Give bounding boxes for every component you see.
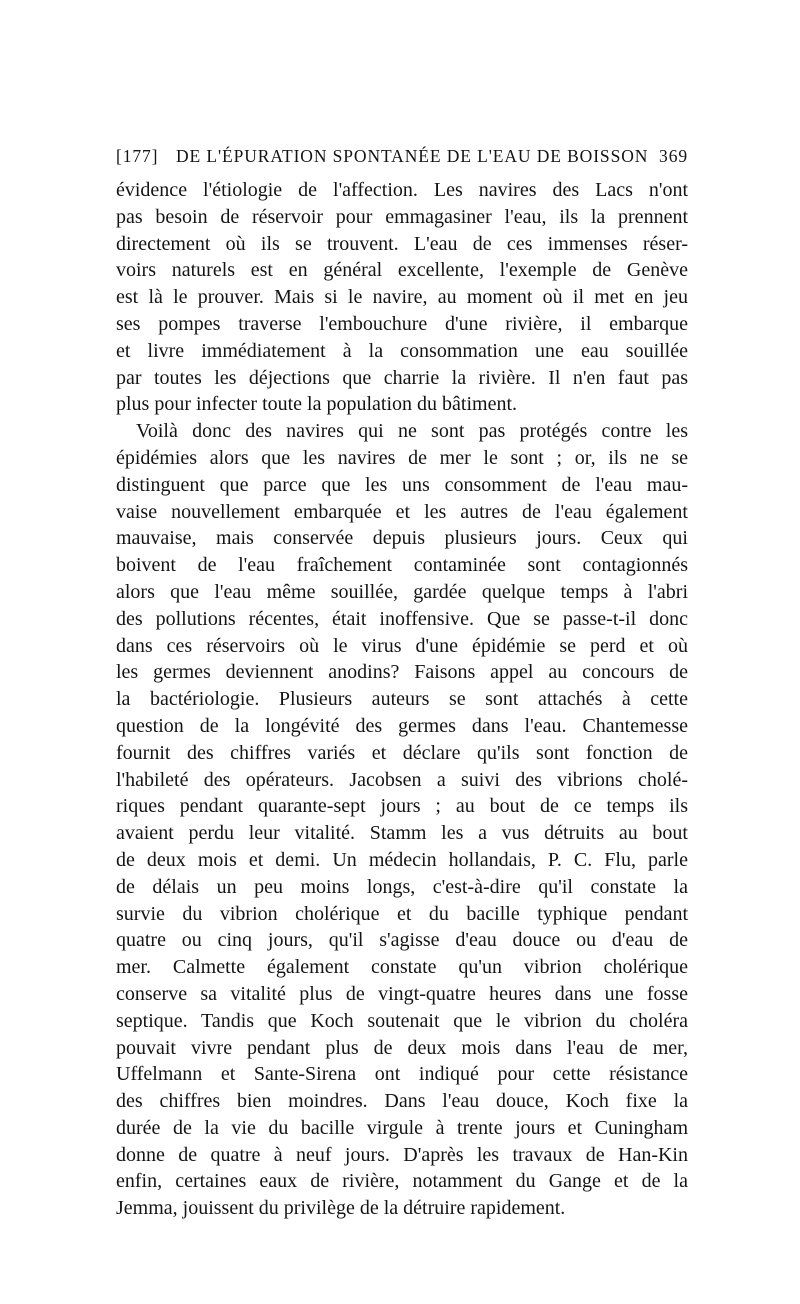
text-line: quatre ou cinq jours, qu'il s'agisse d'eau douce ou d'eau de [116,929,688,952]
text-line: survie du vibrion cholérique et du bacille typhique pendant [116,902,688,925]
text-line: l'habileté des opérateurs. Jacobsen a suivi des vibrions cholé- [116,768,688,791]
text-line: mer. Calmette également constate qu'un vibrion cholérique [116,956,688,979]
text-line: avaient perdu leur vitalité. Stamm les a vus détruits au bout [116,822,688,845]
section-marker: [177] [116,146,159,166]
paragraph [116,418,688,1222]
text-line: question de la longévité des germes dans l'eau. Chantemesse [116,714,688,737]
text-line: épidémies alors que les navires de mer le sont ; or, ils ne se [116,446,688,469]
text-line: de délais un peu moins longs, c'est-à-dire qu'il constate la [116,875,688,898]
text-line: septique. Tandis que Koch soutenait que le vibrion du choléra [116,1009,688,1032]
text-line: durée de la vie du bacille virgule à trente jours et Cuningham [116,1116,688,1139]
text-line: voirs naturels est en général excellente, l'exemple de Genève [116,259,688,282]
text-line: dans ces réservoirs où le virus d'une épidémie se perd et où [116,634,688,657]
text-line: est là le prouver. Mais si le navire, au moment où il met en jeu [116,286,688,309]
text-line: et livre immédiatement à la consommation une eau souillée [116,339,688,362]
text-line: alors que l'eau même souillée, gardée quelque temps à l'abri [116,580,688,603]
text-line: distinguent que parce que les uns consomment de l'eau mau- [116,473,688,496]
text-line: la bactériologie. Plusieurs auteurs se sont attachés à cette [116,688,688,711]
text-line: fournit des chiffres variés et déclare qu'ils sont fonction de [116,741,688,764]
text-line: les germes deviennent anodins? Faisons appel au concours de [116,661,688,684]
text-line: des chiffres bien moindres. Dans l'eau douce, Koch fixe la [116,1090,688,1113]
body-text [116,177,688,1222]
text-line: par toutes les déjections que charrie la rivière. Il n'en faut pas [116,366,688,389]
text-line: Uffelmann et Sante-Sirena ont indiqué pour cette résistance [116,1063,688,1086]
text-line: des pollutions récentes, était inoffensive. Que se passe-t-il donc [116,607,688,630]
running-title: DE L'ÉPURATION SPONTANÉE DE L'EAU DE BOISSON [176,146,649,166]
running-header [116,146,688,172]
text-line: conserve sa vitalité plus de vingt-quatre heures dans une fosse [116,982,688,1005]
text-line: vaise nouvellement embarquée et les autres de l'eau également [116,500,688,523]
text-line: plus pour infecter toute la population du bâtiment. [116,393,518,416]
text-line: Voilà donc des navires qui ne sont pas protégés contre les [136,420,688,443]
text-line: pas besoin de réservoir pour emmagasiner l'eau, ils la prennent [116,205,688,228]
text-line: enfin, certaines eaux de rivière, notamment du Gange et de la [116,1170,688,1193]
text-line: de deux mois et demi. Un médecin hollandais, P. C. Flu, parle [116,848,688,871]
text-line: donne de quatre à neuf jours. D'après les travaux de Han-Kin [116,1143,688,1166]
text-line: boivent de l'eau fraîchement contaminée sont contagionnés [116,554,688,577]
paragraph [116,177,688,418]
text-line: ses pompes traverse l'embouchure d'une rivière, il embarque [116,312,688,335]
text-line: mauvaise, mais conservée depuis plusieurs jours. Ceux qui [116,527,688,550]
text-line: Jemma, jouissent du privilège de la détruire rapidement. [116,1197,566,1220]
text-line: évidence l'étiologie de l'affection. Les navires des Lacs n'ont [116,179,688,201]
text-line: directement où ils se trouvent. L'eau de ces immenses réser- [116,232,688,255]
page-number: 369 [659,146,688,166]
text-line: riques pendant quarante-sept jours ; au bout de ce temps ils [116,795,688,818]
text-line: pouvait vivre pendant plus de deux mois dans l'eau de mer, [116,1036,688,1059]
